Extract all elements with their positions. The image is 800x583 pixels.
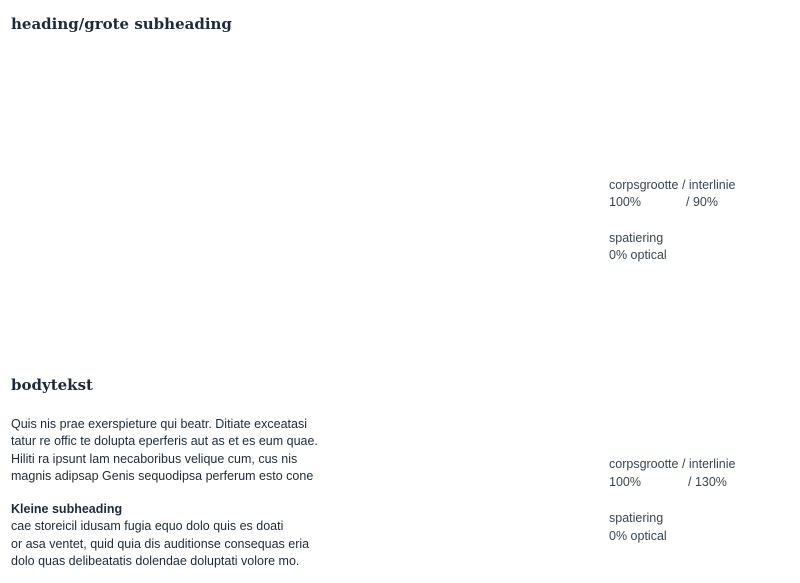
spec-size-row (609, 194, 735, 211)
sub-paragraph-line: cae storeicil idusam fugia equo dolo quis es doati (11, 519, 284, 534)
spec-spacing-value: 0% optical (609, 529, 667, 543)
small-subheading-block (11, 501, 391, 570)
body-paragraph (11, 416, 391, 485)
spec-block-heading (609, 177, 735, 264)
spec-leading-value: / 130% (688, 475, 727, 489)
heading-bodytext: bodytekst (11, 376, 93, 394)
paragraph-line: tatur re offic te dolupta eperferis aut as et es eum quae. (11, 434, 318, 449)
paragraph-line: magnis adipsap Genis sequodipsa perferum esto cone (11, 468, 314, 483)
heading-large-subheading: heading/grote subheading (11, 15, 232, 33)
paragraph-line: Quis nis prae exerspieture qui beatr. Ditiate exceatasi (11, 417, 307, 431)
small-subheading: Kleine subheading (11, 502, 123, 516)
sub-paragraph-line: dolo quas delibeatatis dolendae doluptati volore mo. (11, 553, 300, 568)
spec-size-value: 100% (609, 475, 641, 489)
spec-size-label: corpsgrootte / interlinie (609, 457, 736, 471)
sub-paragraph-line: or asa ventet, quid quia dis auditionse consequas eria (11, 536, 310, 551)
spec-block-body (609, 456, 735, 545)
spec-spacing-label: spatiering (609, 231, 664, 245)
spec-spacing-label: spatiering (609, 511, 664, 525)
spec-size-label: corpsgrootte / interlinie (609, 178, 736, 192)
spec-leading-value: / 90% (686, 195, 718, 209)
spec-spacing-value: 0% optical (609, 248, 667, 262)
paragraph-line: Hiliti ra ipsunt lam necaboribus velique cum, cus nis (11, 451, 298, 466)
spec-size-value: 100% (609, 195, 641, 209)
spec-size-row (609, 474, 735, 491)
